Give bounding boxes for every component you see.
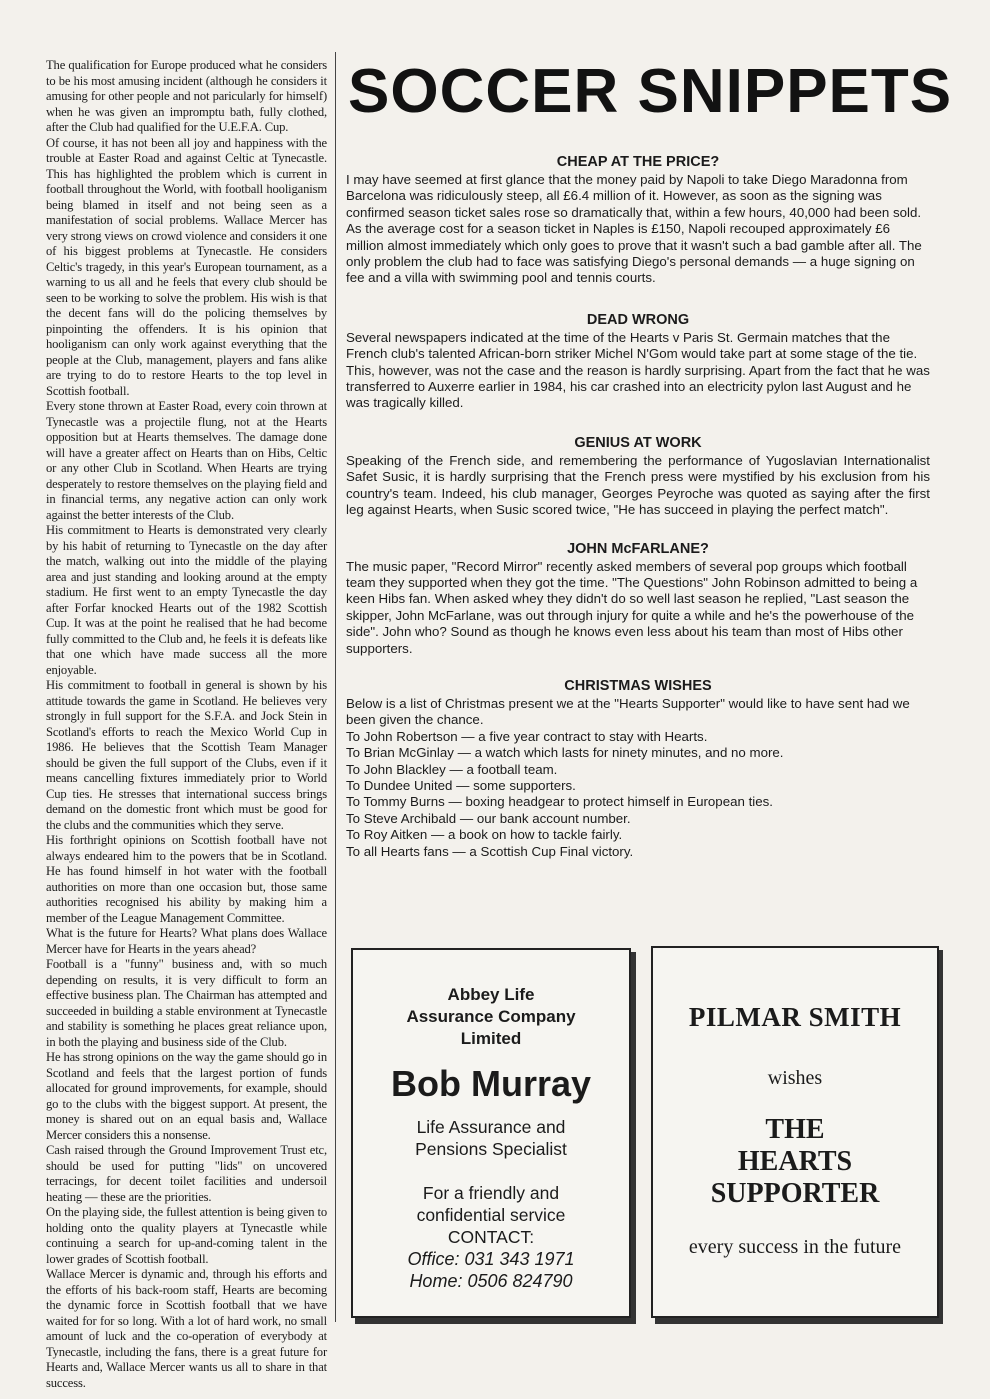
publication-line: SUPPORTER <box>710 1178 880 1209</box>
snippet-body: Speaking of the French side, and remembering the performance of Yugoslavian Internationalist Safet Susic, it is hardly surprising that the French press were mystified by his exclusion from his country's team. Indeed, his club manager, Georges Peyroche was quoted as saying after the first leg against Hearts, when Susic scored twice, "He has succeed in playing the perfect match". <box>346 452 930 518</box>
christmas-title: CHRISTMAS WISHES <box>564 677 712 694</box>
wishes-text: wishes <box>767 1067 823 1089</box>
snippets-column <box>346 57 953 860</box>
article-paragraph: He has strong opinions on the way the game should go in Scotland and feels that the largest portion of funds allocated for ground improvements, for example, should go to the clubs with the biggest support. At present, the money is shared out on an equal basis and, Wallace Mercer considers this a nonsense. <box>46 1050 327 1142</box>
wish-item: To Steve Archibald — our bank account number. <box>346 810 631 826</box>
article-paragraph: Cash raised through the Ground Improvement Trust etc, should be used for putting "lids" on uncovered terracings, for decent toilet facilities and undersoil heating — these are the priorities. <box>46 1143 327 1204</box>
left-article-column <box>46 58 327 1391</box>
company-line: Assurance Company <box>406 1007 576 1026</box>
snippet-title: GENIUS AT WORK <box>574 434 702 451</box>
ad-shadow-bottom <box>355 1318 635 1324</box>
home-phone: Home: 0506 824790 <box>409 1271 573 1291</box>
article-paragraph: Of course, it has not been all joy and happiness with the trouble at Easter Road and against Celtic at Tynecastle. This has highlighted the problem which is current in football throughout the World, with football hooliganism being blamed in itself and not being seen as a manifestation of social problems. Wallace Mercer has very strong views on crowd violence and considers it one of his biggest problems at Tynecastle. He considers Celtic's tragedy, in this year's European tournament, as a warning to us all and he feels that every club should be seen to be working to solve the problem. His wish is that the decent fans will do the policing themselves by pinpointing the offenders. It is his opinion that hooliganism can only work against everything that the people at the Club, management, players and fans alike are trying to do to restore Hearts to the top level in Scottish football. <box>46 135 327 398</box>
wish-item: To all Hearts fans — a Scottish Cup Final victory. <box>346 843 634 859</box>
wish-item: To John Blackley — a football team. <box>346 761 558 777</box>
service-line: For a friendly and <box>422 1183 560 1203</box>
wish-item: To Brian McGinlay — a watch which lasts for ninety minutes, and no more. <box>346 745 784 761</box>
ad-shadow-right <box>631 952 636 1324</box>
article-paragraph: Every stone thrown at Easter Road, every coin thrown at Tynecastle was a projectile flung, not at the Hearts opposition but at Hearts themselves. The damage done will have a greater affect on Hearts than on Hibs, Celtic or any other Club in Scotland. When Hearts are trying desperately to restore themselves on the playing field and in financial terms, any negative action can only work against the better interests of the Club. <box>46 399 327 522</box>
wish-item: To Tommy Burns — boxing headgear to protect himself in European ties. <box>346 794 773 810</box>
snippet-section <box>346 541 930 657</box>
snippet-section <box>346 435 930 519</box>
ad-shadow-bottom <box>655 1318 943 1324</box>
office-phone: Office: 031 343 1971 <box>407 1249 575 1269</box>
tagline: every success in the future <box>688 1236 902 1258</box>
snippet-title: CHEAP AT THE PRICE? <box>556 154 720 170</box>
snippet-body: The music paper, "Record Mirror" recently asked members of several pop groups which football team they supported when they got the time. "The Questions" John Robinson admitted to being a keen Hibs fan. When asked whey they didn't do so well last season he replied, "Last season the skipper, John McFarlane, was out through injury for quite a while and he's the powerhouse of the side". John who? Sound as though he knows even less about his team than most of Hibs other supporters. <box>346 558 918 656</box>
service-text <box>353 1182 629 1248</box>
snippet-section <box>346 154 930 287</box>
column-divider <box>335 52 336 1322</box>
article-paragraph: On the playing side, the fullest attention is being given to holding onto the quality players at Tynecastle while continuing a search for up-and-coming talent in the lower grades of Scottish football. <box>46 1205 327 1266</box>
contact-label: CONTACT: <box>447 1227 535 1247</box>
article-paragraph: His commitment to Hearts is demonstrated very clearly by his habit of returning to Tynecastle on the day after the match, walking out into the middle of the playing area and just standing and looking around at the empty stadium. He first went to an empty Tynecastle the day after Forfar knocked Hearts out of the 1982 Scottish Cup. It was at the point he realised that he had become fully committed to the Club and, he feels it is defeats like that one which have made success all the more enjoyable. <box>46 523 327 677</box>
agent-name: Bob Murray <box>390 1063 592 1104</box>
company-line: Abbey Life <box>447 985 535 1004</box>
snippet-title: JOHN McFARLANE? <box>567 540 709 557</box>
company-name <box>353 984 629 1050</box>
page-headline: SOCCER SNIPPETS <box>348 57 953 126</box>
publication-line: THE <box>765 1114 825 1145</box>
publication-line: HEARTS <box>737 1146 853 1177</box>
wish-item: To John Robertson — a five year contract to stay with Hearts. <box>346 728 708 744</box>
christmas-intro: Below is a list of Christmas present we at the "Hearts Supporter" would like to have sent had we been given the chance. <box>346 695 910 728</box>
agent-role <box>353 1116 629 1160</box>
christmas-section <box>346 678 930 860</box>
wish-item: To Dundee United — some supporters. <box>346 777 576 793</box>
wish-item: To Roy Aitken — a book on how to tackle fairly. <box>346 827 623 843</box>
snippet-body: Several newspapers indicated at the time of the Hearts v Paris St. Germain matches that the French club's talented African-born striker Michel N'Gom would take part at some stage of the tie. This, however, was not the case and the reason is hardly surprising. Apart from the fact that he was transferred to Auxerre earlier in 1984, his car crashed into an electricity pylon last August and he was tragically killed. <box>346 329 930 411</box>
role-line: Pensions Specialist <box>415 1139 567 1159</box>
article-paragraph: What is the future for Hearts? What plans does Wallace Mercer have for Hearts in the years ahead? <box>46 926 327 956</box>
service-line: confidential service <box>416 1205 566 1225</box>
christmas-wish-list <box>346 729 930 860</box>
pilmar-smith-advert <box>651 946 939 1318</box>
ad-shadow-right <box>939 950 943 1324</box>
publication-name <box>653 1114 937 1210</box>
article-paragraph: The qualification for Europe produced what he considers to be his most amusing incident (although he considers it amusing for other people and not paricularly for himself) when he was given an impromptu bath, fully clothed, after the Club had qualified for the U.E.F.A. Cup. <box>46 58 327 134</box>
company-line: Limited <box>460 1029 522 1048</box>
article-paragraph: Football is a "funny" business and, with so much depending on results, it is very difficult to form an effective business plan. The Chairman has attempted and succeeded in building a stable environment at Tynecastle and stability is something he places great reliance upon, in both the playing and business side of the Club. <box>46 957 327 1049</box>
abbey-life-advert <box>351 948 631 1318</box>
article-paragraph: His forthright opinions on Scottish football have not always endeared him to the powers that be in Scotland. He has found himself in hot water with the football authorities on more than one occasion but, those same authorities recognised his ability by making him a member of the League Management Committee. <box>46 833 327 925</box>
article-paragraph: Wallace Mercer is dynamic and, through his efforts and the efforts of his back-room staff, Hearts are becoming the dynamic force in Scottish football that we have waited for for so long. With a lot of hard work, no small amount of luck and the co-operation of everybody at Tynecastle, including the fans, there is a great future for Hearts and, Wallace Mercer wants us all to share in that success. <box>46 1267 327 1390</box>
article-paragraph: His commitment to football in general is shown by his attitude towards the game in Scotland. He believes very strongly in full support for the S.F.A. and Jock Stein in Scotland's efforts to reach the Mexico World Cup in 1986. He believes that the Scottish Team Manager should be given the full support of the Clubs, even if it means cancelling fixtures immediately prior to World Cup ties. He stresses that international success brings demand on the domestic front which must be good for the clubs and the communities which they serve. <box>46 678 327 832</box>
role-line: Life Assurance and <box>416 1117 566 1137</box>
sponsor-name: PILMAR SMITH <box>688 1002 902 1032</box>
snippet-section <box>346 312 930 412</box>
snippet-title: DEAD WRONG <box>586 311 690 328</box>
snippet-body: I may have seemed at first glance that the money paid by Napoli to take Diego Maradonna from Barcelona was ridiculously steep, all £6.4 million of it. However, as soon as the signing was confirmed season ticket sales rose so dramatically that, within a few hours, 40,000 had been sold. As the average cost for a season ticket in Naples is £150, Napoli recouped approximately £6 million almost immediately which only goes to prove that it wasn't such a bad gamble after all. The only problem the club had to face was satisfying Diego's personal demands — a huge signing on fee and a villa with swimming pool and tennis courts. <box>346 172 922 286</box>
